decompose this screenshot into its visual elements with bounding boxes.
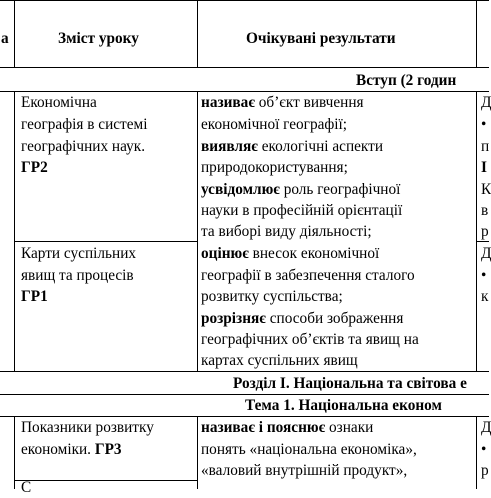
razdil-bottom-line (0, 394, 489, 395)
row1-content-line3: географічних наук. (21, 138, 146, 155)
header-expected-results: Очікувані результати (246, 30, 396, 47)
col4-fragment: • (481, 116, 487, 133)
section-razdil: Розділ І. Національна та світова е (233, 375, 467, 392)
result-line-9: географії в забезпечення сталого (201, 267, 415, 284)
result-line-5: усвідомлює роль географічної (201, 181, 401, 198)
result-line-7: та виборі виду діяльності; (201, 223, 372, 240)
row3-content-line2 (21, 440, 122, 460)
col2-right-line-mid (197, 91, 198, 372)
result-line-14: називає і пояснює ознаки (201, 419, 374, 436)
result-line-16: «валовий внутрішній продукт», (201, 462, 408, 479)
row3-content-code: ГР3 (94, 441, 122, 458)
row1-content-code: ГР2 (21, 159, 48, 176)
intro-bottom-line (0, 91, 489, 92)
header-bottom-line (0, 67, 489, 68)
row2-content-line1: Карти суспільних (21, 245, 137, 262)
row1-content-line2: географія в системі (21, 116, 148, 133)
header-col1-partial: а (1, 30, 9, 47)
col4-fragment: к (481, 288, 489, 305)
tema-bottom-line (0, 416, 489, 417)
col3-right-line-mid (476, 91, 477, 372)
col4-fragment: • (481, 267, 487, 284)
result-line-11: розрізняє способи зображення (201, 310, 404, 327)
result-line-1: називає об’єкт вивчення (201, 94, 364, 111)
section-tema: Тема 1. Національна економ (245, 397, 442, 414)
section-intro: Вступ (2 годин (356, 72, 457, 89)
col4-fragment: Д (481, 94, 491, 111)
col4-fragment: р (481, 223, 489, 240)
col4-fragment: • (481, 441, 487, 458)
result-line-3: виявляє екологічні аспекти (201, 138, 384, 155)
col2-right-line-bot (197, 416, 198, 489)
col4-fragment: р (481, 462, 489, 479)
col4-fragment: Д (481, 245, 491, 262)
col1-right-line-mid (14, 91, 15, 372)
col1-right-line-top (14, 0, 15, 68)
result-line-2: економічної географії; (201, 116, 348, 133)
row3-content-tail: економіки. (21, 441, 92, 458)
table-border-top (0, 0, 489, 1)
result-line-4: природокористування; (201, 159, 348, 176)
row1-content-line1: Економічна (21, 94, 97, 111)
col4-fragment: в (481, 202, 489, 219)
col4-fragment: Д (481, 419, 491, 436)
row2-content-code: ГР1 (21, 288, 48, 305)
row3-divider-content (14, 480, 198, 481)
col3-right-line-bot (476, 416, 477, 489)
result-line-13: картах суспільних явищ (201, 352, 358, 369)
result-line-6: науки в професійній орієнтації (201, 202, 403, 219)
col2-right-line-top (197, 0, 198, 68)
result-line-8: оцінює внесок економічної (201, 245, 380, 262)
col3-right-line-top (476, 0, 477, 68)
row3-content-line1: Показники розвитку (21, 419, 154, 436)
col1-right-line-bot (14, 416, 15, 489)
row2-content-line2: явищ та процесів (21, 267, 134, 284)
header-lesson-content: Зміст уроку (58, 30, 139, 47)
col4-fragment: п (481, 138, 490, 155)
row-divider-content (14, 241, 198, 242)
result-line-10: розвитку суспільства; (201, 288, 343, 305)
result-line-12: географічних об’єктів та явищ на (201, 331, 419, 348)
result-line-15: понять «національна економіка», (201, 441, 417, 458)
col4-fragment: І (481, 159, 487, 176)
row3-content-next: С (21, 479, 32, 496)
col4-fragment: К (481, 181, 491, 198)
